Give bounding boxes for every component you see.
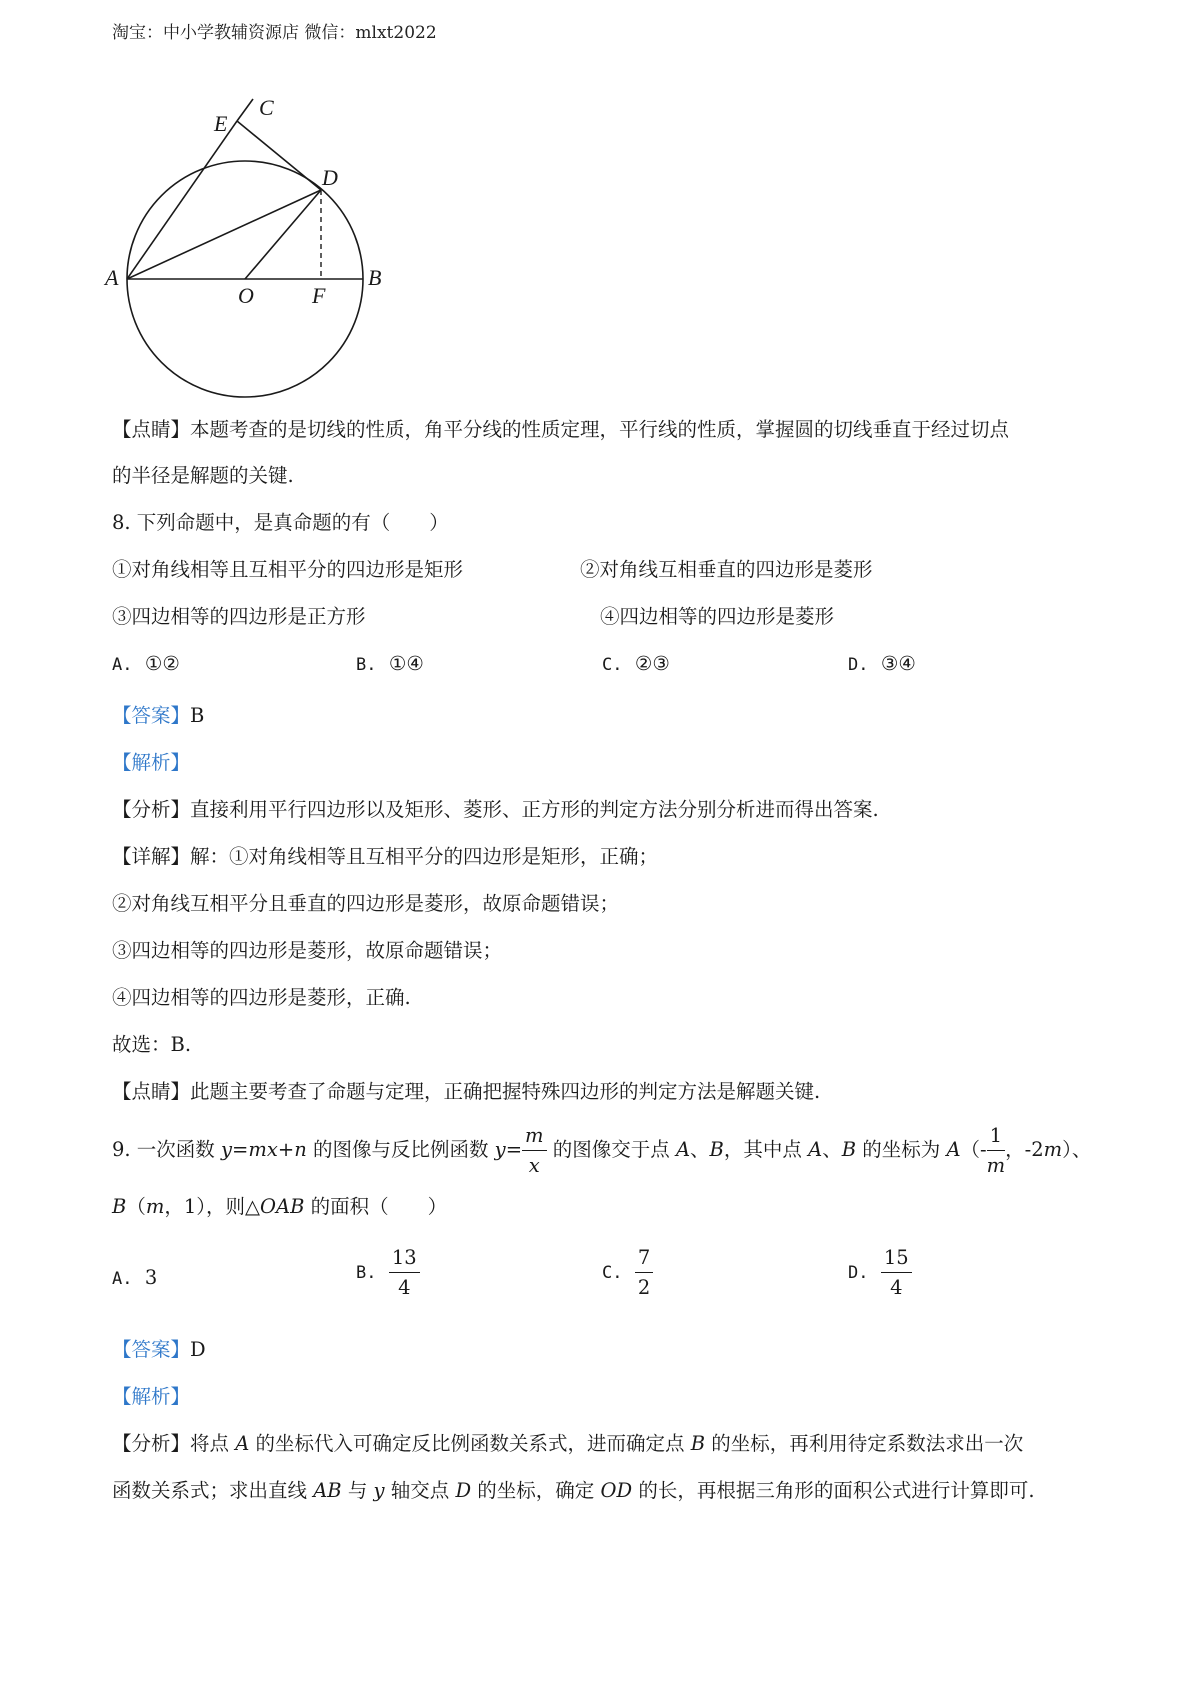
ray-ec <box>237 99 253 121</box>
q8-choose: 故选：B. <box>112 1033 192 1056</box>
q8-stem: 8. 下列命题中，是真命题的有（ ） <box>112 511 449 534</box>
dianjing-tag: 【点睛】 <box>112 418 191 441</box>
q8-dianjing: 【点睛】此题主要考查了命题与定理，正确把握特殊四边形的判定方法是解题关键. <box>112 1080 821 1103</box>
q8-fenxi: 【分析】直接利用平行四边形以及矩形、菱形、正方形的判定方法分别分析进而得出答案. <box>112 798 879 821</box>
q9-jiexi-tag: 【解析】 <box>112 1385 191 1408</box>
q7-comment-line2: 的半径是解题的关键. <box>112 464 294 487</box>
q8-prop3: ③四边相等的四边形是正方形 <box>112 605 366 628</box>
segment-ad <box>127 190 321 279</box>
label-f: F <box>312 283 326 308</box>
answer-value: B <box>190 704 205 727</box>
q8-step4: ④四边相等的四边形是菱形，正确. <box>112 986 411 1009</box>
q8-prop1: ①对角线相等且互相平分的四边形是矩形 <box>112 558 464 581</box>
q9-answer: 【答案】D <box>112 1338 206 1361</box>
label-e: E <box>214 111 228 136</box>
q8-option-c: C. ②③ <box>602 652 670 675</box>
q8-option-d: D. ③④ <box>848 652 916 675</box>
q9-option-b: B. $\frac{13}{4}$ <box>356 1248 420 1297</box>
q8-prop2: ②对角线互相垂直的四边形是菱形 <box>580 558 873 581</box>
q8-jiexi-tag: 【解析】 <box>112 751 191 774</box>
q8-step3: ③四边相等的四边形是菱形，故原命题错误； <box>112 939 503 962</box>
segment-ed <box>237 121 321 190</box>
q9-option-c: C. $\frac{7}{2}$ <box>602 1248 653 1297</box>
q9-option-a: A. 3 <box>112 1266 158 1289</box>
label-b: B <box>368 265 382 290</box>
fraction-1-over-m: $\frac{1}{m}$ <box>986 1124 1006 1177</box>
q8-answer <box>112 702 204 730</box>
q8-option-a: A. ①② <box>112 652 180 675</box>
q8-option-b: B. ①④ <box>356 652 424 675</box>
q9-fenxi-line1: 【分析】将点 A 的坐标代入可确定反比例函数关系式，进而确定点 B 的坐标，再利用待定系数法求出一次 <box>112 1432 1024 1455</box>
segment-od <box>245 190 321 279</box>
q8-xiangjie: 【详解】解：①对角线相等且互相平分的四边形是矩形，正确； <box>112 845 659 868</box>
label-d: D <box>322 165 338 190</box>
geometry-figure <box>100 95 400 410</box>
label-a: A <box>105 265 119 290</box>
q9-option-d: D. $\frac{15}{4}$ <box>848 1248 912 1297</box>
q9-stem-line1: 9. 一次函数 y=mx+n 的图像与反比例函数 y= $\frac{m}{x}$ 的图像交于点 A、B，其中点 A、B 的坐标为 A（- $\frac{1}{m}$ ，-2m）、 <box>112 1124 1092 1177</box>
q9-fenxi-line2: 函数关系式；求出直线 AB 与 y 轴交点 D 的坐标，确定 OD 的长，再根据三角形的面积公式进行计算即可. <box>112 1479 1035 1502</box>
q8-step2: ②对角线互相平分且垂直的四边形是菱形，故原命题错误； <box>112 892 620 915</box>
label-c: C <box>259 95 274 120</box>
page-header: 淘宝：中小学教辅资源店 微信：mlxt2022 <box>112 23 437 43</box>
label-o: O <box>238 283 254 308</box>
fraction-m-over-x: $\frac{m}{x}$ <box>522 1126 547 1175</box>
chord-ae <box>127 121 237 279</box>
q7-comment-line1: 【点睛】本题考查的是切线的性质，角平分线的性质定理，平行线的性质，掌握圆的切线垂直于经过切点 <box>112 418 1010 441</box>
q8-prop4: ④四边相等的四边形是菱形 <box>600 605 835 628</box>
answer-tag: 【答案】 <box>112 704 191 727</box>
q9-stem-line2: B（m，1），则△OAB 的面积（ ） <box>112 1195 448 1218</box>
